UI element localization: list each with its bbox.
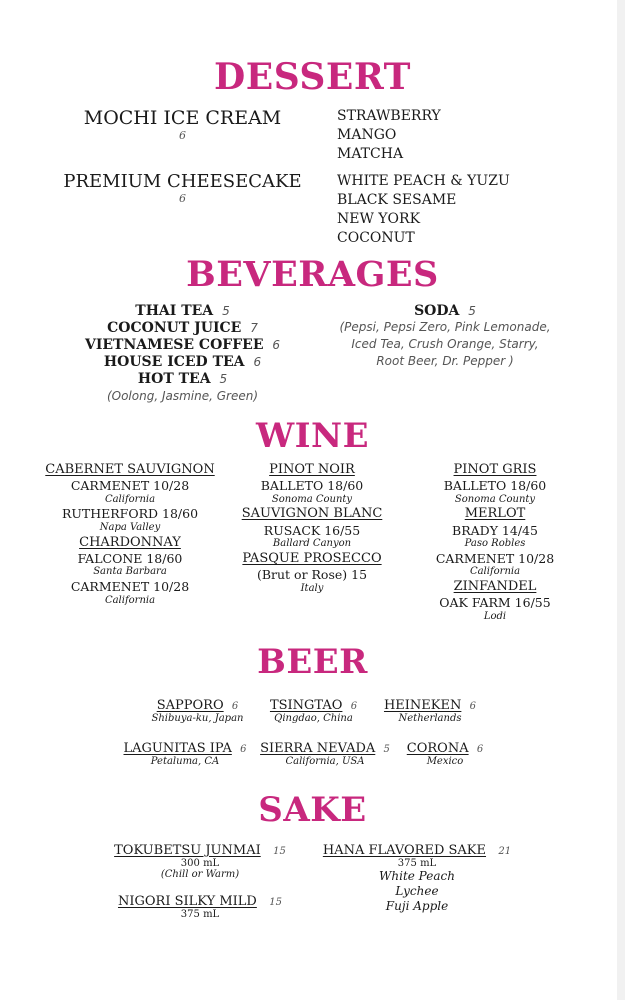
wine-heading-item: ZINFANDEL <box>453 578 537 594</box>
wine-origin: Italy <box>300 582 324 594</box>
sake-heading: SAKE <box>258 790 367 830</box>
beverage-item: HOUSE ICED TEA 6 <box>103 354 262 370</box>
item-price: 6 <box>179 129 186 142</box>
sake-name: HANA FLAVORED SAKE <box>322 843 487 858</box>
flavor: COCONUT <box>337 230 415 246</box>
wine-heading-item: PINOT GRIS <box>453 462 537 477</box>
wine-origin: Napa Valley <box>99 522 161 533</box>
sake-size: 375 mL <box>180 909 220 920</box>
beer-origin: Mexico <box>426 756 464 767</box>
wine-line: FALCONE 18/60 <box>77 550 183 566</box>
wine-heading-item: PASQUE PROSECCO <box>242 550 382 566</box>
wine-origin: Lodi <box>483 610 507 622</box>
wine-line: RUTHERFORD 18/60 <box>61 506 199 522</box>
wine-col-1 <box>30 462 230 607</box>
beverage-item: VIETNAMESE COFFEE 6 <box>84 337 281 353</box>
beer-item: HEINEKEN 6 Netherlands <box>370 698 490 724</box>
beer-origin: California, USA <box>285 756 365 767</box>
dessert-item-mochi <box>60 107 305 142</box>
wine-heading-item: PINOT NOIR <box>269 462 355 477</box>
beer-item: CORONA 6 Mexico <box>395 741 495 767</box>
wine-line: RUSACK 16/55 <box>263 522 361 538</box>
sake-note: (Chill or Warm) <box>160 869 240 880</box>
beer-origin: Petaluma, CA <box>150 756 220 767</box>
sake-flavor: Lychee <box>395 884 439 898</box>
beer-name: HEINEKEN <box>383 698 462 713</box>
sake-size: 300 mL <box>180 858 220 869</box>
wine-heading-item: CHARDONNAY <box>79 534 181 550</box>
flavor: WHITE PEACH & YUZU <box>337 173 510 189</box>
beer-item: SIERRA NEVADA 5 California, USA <box>250 741 400 767</box>
flavor: MANGO <box>337 127 397 143</box>
soda-title: SODA 5 <box>414 303 476 319</box>
sake-item-nigori: NIGORI SILKY MILD 15 375 mL <box>100 894 300 920</box>
beer-name: TSINGTAO <box>269 698 343 713</box>
wine-line: CARMENET 10/28 <box>70 578 190 594</box>
beverages-list <box>60 303 305 405</box>
mochi-flavors <box>337 107 441 164</box>
dessert-heading: DESSERT <box>214 56 411 98</box>
beverage-item: COCONUT JUICE 7 <box>107 320 258 336</box>
wine-origin: California <box>104 493 156 505</box>
wine-heading-item: CABERNET SAUVIGNON <box>45 462 215 477</box>
wine-line: BRADY 14/45 <box>452 522 538 538</box>
wine-origin: Santa Barbara <box>93 566 167 578</box>
wine-heading-item: SAUVIGNON BLANC <box>241 506 383 522</box>
wine-origin: Paso Robles <box>464 538 526 550</box>
wine-line: BALLETO 18/60 <box>260 478 364 494</box>
sake-item-tokubetsu: TOKUBETSU JUNMAI 15 300 mL (Chill or Warm) <box>100 843 300 880</box>
sake-flavor: White Peach <box>379 869 455 883</box>
beer-origin: Netherlands <box>398 713 462 724</box>
item-name: PREMIUM CHEESECAKE <box>63 171 302 192</box>
sake-flavor: Fuji Apple <box>385 899 449 913</box>
beer-item: LAGUNITAS IPA 6 Petaluma, CA <box>115 741 255 767</box>
beer-origin: Shibuya-ku, Japan <box>151 713 244 724</box>
flavor: NEW YORK <box>337 211 421 227</box>
beer-origin: Qingdao, China <box>274 713 353 724</box>
wine-line: OAK FARM 16/55 <box>439 595 551 611</box>
sake-item-hana: HANA FLAVORED SAKE 21 375 mL White Peach Lychee Fuji Apple <box>312 843 522 914</box>
flavor: STRAWBERRY <box>337 108 441 124</box>
wine-line: CARMENET 10/28 <box>70 478 190 494</box>
beer-name: SIERRA NEVADA <box>260 741 376 756</box>
beer-name: LAGUNITAS IPA <box>123 741 232 756</box>
wine-origin: California <box>469 566 521 578</box>
wine-heading-item: MERLOT <box>464 506 526 522</box>
hot-tea-note: (Oolong, Jasmine, Green) <box>106 389 259 403</box>
soda-options: (Pepsi, Pepsi Zero, Pink Lemonade, Iced Tea, Crush Orange, Starry, Root Beer, Dr. Pepper ) <box>339 320 551 368</box>
wine-col-3 <box>415 462 575 623</box>
item-name: MOCHI ICE CREAM <box>83 107 282 129</box>
beer-item: SAPPORO 6 Shibuya-ku, Japan <box>140 698 255 724</box>
wine-origin: Sonoma County <box>271 493 353 505</box>
wine-line: BALLETO 18/60 <box>443 478 547 494</box>
sake-name: TOKUBETSU JUNMAI <box>114 843 261 858</box>
flavor: MATCHA <box>337 146 404 162</box>
flavor: BLACK SESAME <box>337 192 457 208</box>
wine-heading: WINE <box>255 416 370 456</box>
cheesecake-flavors <box>337 172 510 248</box>
sake-size: 375 mL <box>397 858 437 869</box>
sake-name: NIGORI SILKY MILD <box>117 894 257 909</box>
beer-name: SAPPORO <box>156 698 224 713</box>
wine-origin: Ballard Canyon <box>272 538 352 550</box>
wine-col-2 <box>222 462 402 595</box>
beer-heading: BEER <box>257 642 368 682</box>
soda-block <box>330 303 560 370</box>
beverage-item: THAI TEA 5 <box>135 303 230 319</box>
beverage-item: HOT TEA 5 <box>137 371 228 387</box>
wine-origin: California <box>104 594 156 606</box>
wine-origin: Sonoma County <box>454 493 536 505</box>
beer-item: TSINGTAO 6 Qingdao, China <box>256 698 371 724</box>
beverages-heading: BEVERAGES <box>186 254 439 295</box>
beer-name: CORONA <box>406 741 469 756</box>
item-price: 6 <box>179 192 186 205</box>
wine-line: CARMENET 10/28 <box>435 550 555 566</box>
page-edge <box>617 0 625 1000</box>
wine-line: (Brut or Rose) 15 <box>256 567 368 582</box>
dessert-item-cheesecake <box>60 171 305 205</box>
